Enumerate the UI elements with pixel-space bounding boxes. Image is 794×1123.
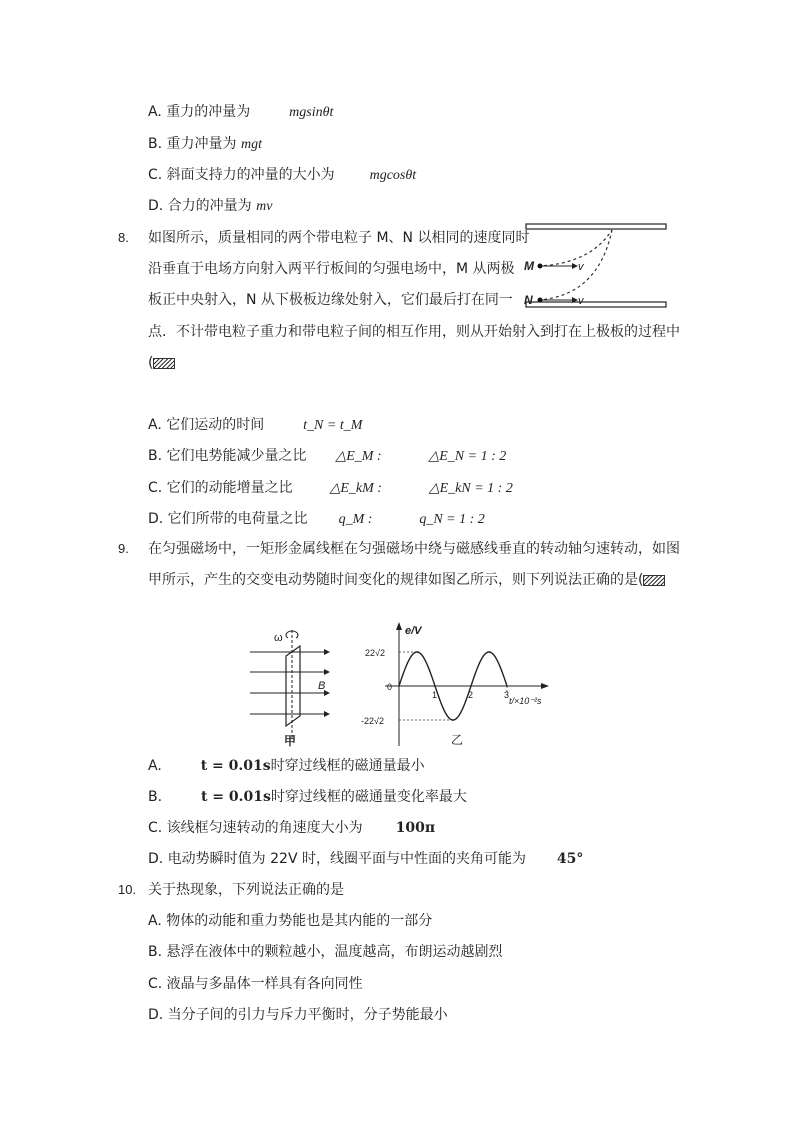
x-tick-label: 2: [468, 690, 474, 700]
data-point: [452, 719, 454, 721]
q10-option-c: C. 液晶与多晶体一样具有各向同性: [148, 976, 363, 992]
q7-option-b: B. 重力冲量为 mgt: [148, 136, 262, 152]
q10-option-a: A. 物体的动能和重力势能也是其内能的一部分: [148, 913, 433, 929]
q8-parallel-plates-figure: [520, 220, 670, 312]
x-tick-label: 1: [432, 690, 438, 700]
q8-option-b: B. 它们电势能减少量之比 △E_M : △E_N = 1 : 2: [148, 448, 507, 464]
q9-figure-jia: [248, 626, 340, 748]
answer-blank: [153, 358, 175, 369]
label-v-n: v: [578, 295, 584, 307]
q10-stem: 关于热现象，下列说法正确的是: [148, 882, 344, 898]
x-tick-label: 3: [504, 690, 510, 700]
q8-option-c: C. 它们的动能增量之比 △E_kM : △E_kN = 1 : 2: [148, 480, 513, 496]
q9-option-b: B. t = 0.01s时穿过线框的磁通量变化率最大: [148, 789, 467, 805]
q10-number: 10.: [118, 882, 137, 897]
y-min-label: -22√2: [361, 716, 384, 726]
q7-option-a: A. 重力的冲量为 mgsinθt: [148, 104, 334, 120]
q9-option-d: D. 电动势瞬时值为 22V 时，线圈平面与中性面的夹角可能为 45°: [148, 851, 584, 867]
q9-option-a: A. t = 0.01s时穿过线框的磁通量最小: [148, 758, 425, 774]
label-v-m: v: [578, 261, 584, 273]
q10-option-b: B. 悬浮在液体中的颗粒越小，温度越高，布朗运动越剧烈: [148, 944, 503, 960]
caption-jia: 甲: [284, 734, 297, 748]
answer-blank: [643, 575, 665, 586]
x-tick-label: 0: [387, 682, 393, 692]
label-n: N: [524, 293, 533, 307]
q9-figure-yi-chart: [355, 620, 565, 750]
q8-option-d: D. 它们所带的电荷量之比 q_M : q_N = 1 : 2: [148, 511, 485, 527]
q8-stem-line: 板正中央射入，N 从下极板边缘处射入，它们最后打在同一: [148, 292, 513, 308]
q9-option-c: C. 该线框匀速转动的角速度大小为 100π: [148, 820, 436, 836]
q8-option-a: A. 它们运动的时间 t_N = t_M: [148, 417, 363, 433]
lower-plate: [526, 302, 666, 307]
particle-n: [538, 298, 543, 303]
omega-label: ω: [274, 632, 283, 644]
label-m: M: [524, 259, 534, 273]
b-label: B: [318, 680, 326, 692]
y-max-label: 22√2: [365, 648, 385, 658]
data-point: [506, 685, 508, 687]
q9-number: 9.: [118, 541, 129, 556]
q8-number: 8.: [118, 230, 129, 245]
data-point: [416, 651, 418, 653]
data-point: [398, 685, 400, 687]
data-point: [470, 685, 472, 687]
q7-option-c: C. 斜面支持力的冲量的大小为 mgcosθt: [148, 167, 417, 183]
q8-answer-paren: (: [148, 354, 175, 372]
data-point: [434, 685, 436, 687]
q7-option-d: D. 合力的冲量为 mv: [148, 198, 273, 214]
data-point: [488, 651, 490, 653]
q10-option-d: D. 当分子间的引力与斥力平衡时，分子势能最小: [148, 1007, 448, 1023]
x-axis-label: t/×10⁻²s: [509, 696, 542, 706]
q8-stem-line: 沿垂直于电场方向射入两平行板间的匀强电场中，M 从两极: [148, 261, 515, 277]
particle-m: [538, 264, 543, 269]
q9-stem-line: 在匀强磁场中，一矩形金属线框在匀强磁场中绕与磁感线垂直的转动轴匀速转动，如图: [148, 541, 680, 557]
q9-stem-line: 甲所示，产生的交变电动势随时间变化的规律如图乙所示，则下列说法正确的是(: [148, 571, 665, 589]
y-axis-label: e/V: [405, 625, 422, 637]
caption-yi: 乙: [451, 733, 464, 747]
q8-stem-line: 如图所示，质量相同的两个带电粒子 M、N 以相同的速度同时: [148, 230, 530, 246]
q8-stem-line: 点．不计带电粒子重力和带电粒子间的相互作用，则从开始射入到打在上极板的过程中: [148, 324, 680, 340]
upper-plate: [526, 224, 666, 229]
